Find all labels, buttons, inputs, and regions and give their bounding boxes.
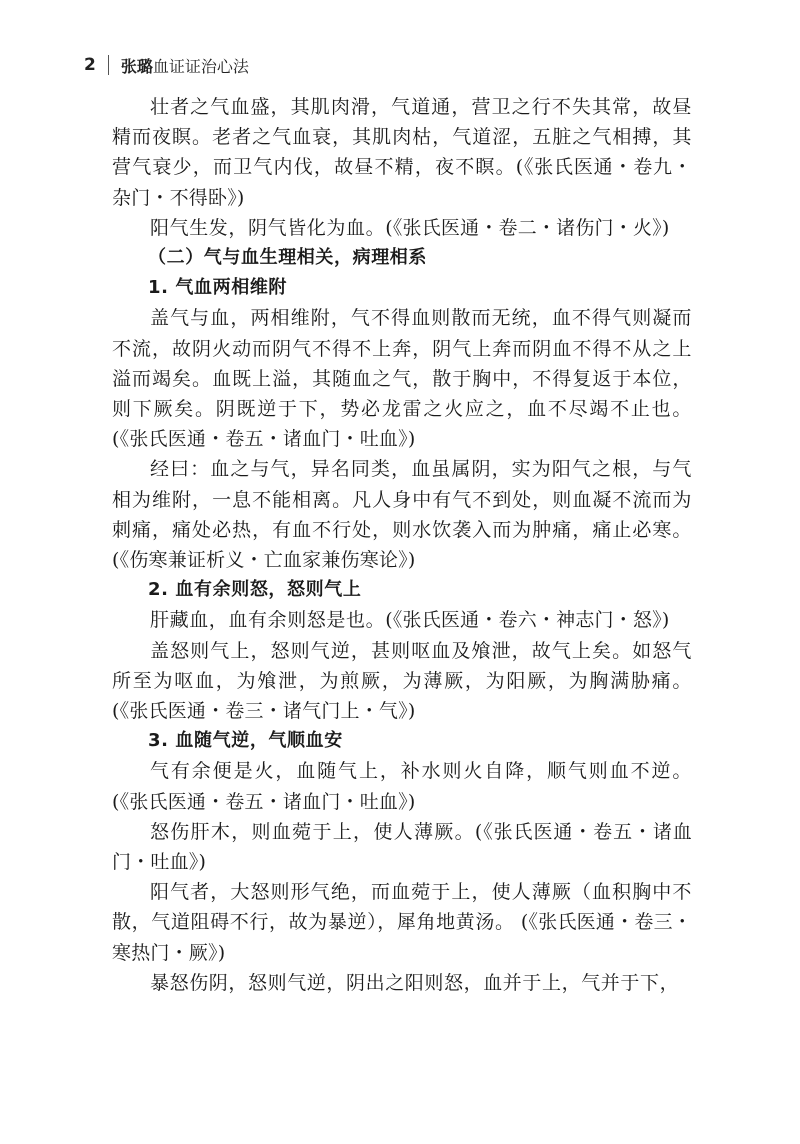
citation: (《张氏医通・卷三・寒热门・厥》): [112, 911, 692, 964]
paragraph: 肝藏血，血有余则怒是也。(《张氏医通・卷六・神志门・怒》): [150, 609, 670, 632]
section-heading: （二）气与血生理相关，病理相系: [148, 247, 427, 269]
paragraph: 盖气与血，两相维附，气不得血则散而无统，血不得气则凝而不流，故阴火动而阴气不得不上奔，阴气上奔而阴血不得不从之上溢而竭矣。血既上溢，其随血之气，散于胸中，不得复返于本位，则下厥矣。阴既逆于下，势必龙雷之火应之，血不尽竭不止也。(《张氏医通・卷五・诸血门・吐血》): [112, 307, 692, 451]
paragraph: 盖怒则气上，怒则气逆，甚则呕血及飧泄，故气上矣。如怒气所至为呕血，为飧泄，为煎厥，为薄厥，为阳厥，为胸满胁痛。(《张氏医通・卷三・诸气门上・气》): [112, 639, 692, 723]
book-author: 张璐: [120, 56, 153, 76]
paragraph: 阳气者，大怒则形气绝，而血菀于上，使人薄厥（血积胸中不散，气道阻碍不行，故为暴逆），犀角地黄汤。 (《张氏医通・卷三・寒热门・厥》): [112, 881, 692, 964]
page-number: 2: [84, 55, 96, 75]
subsection-heading: 3. 血随气逆，气顺血安: [148, 730, 343, 752]
paragraph: 气有余便是火，血随气上，补水则火自降，顺气则血不逆。(《张氏医通・卷五・诸血门・吐血》): [112, 760, 692, 813]
paragraph: 阳气生发，阴气皆化为血。(《张氏医通・卷二・诸伤门・火》): [150, 216, 670, 239]
page-body: [112, 92, 692, 998]
citation: (《张氏医通・卷九・杂门・不得卧》): [112, 156, 692, 209]
book-title: 血证证治心法: [152, 56, 249, 76]
running-header: [84, 52, 249, 78]
paragraph: 暴怒伤阴，怒则气逆，阴出之阳则怒，血并于上，气并于下，: [150, 971, 680, 994]
citation: (《伤寒兼证析义・亡血家兼伤寒论》): [112, 549, 416, 572]
citation: (《张氏医通・卷三・诸气门上・气》): [112, 700, 416, 723]
paragraph: 壮者之气血盛，其肌肉滑，气道通，营卫之行不失其常，故昼精而夜瞑。老者之气血衰，其肌肉枯，气道涩，五脏之气相搏，其营气衰少，而卫气内伐，故昼不精，夜不瞑。(《张氏医通・卷九・杂门・不得卧》): [112, 96, 692, 209]
citation: (《张氏医通・卷六・神志门・怒》): [385, 609, 670, 632]
citation: (《张氏医通・卷五・诸血门・吐血》): [112, 428, 416, 451]
paragraph: 经曰：血之与气，异名同类，血虽属阴，实为阳气之根，与气相为维附，一息不能相离。凡人身中有气不到处，则血凝不流而为刺痛，痛处必热，有血不行处，则水饮袭入而为肿痛，痛止必寒。(《伤寒兼证析义・亡血家兼伤寒论》): [112, 458, 692, 572]
paragraph: 怒伤肝木，则血菀于上，使人薄厥。(《张氏医通・卷五・诸血门・吐血》): [112, 820, 692, 874]
citation: (《张氏医通・卷二・诸伤门・火》): [385, 216, 670, 239]
subsection-heading: 1. 气血两相维附: [148, 277, 288, 299]
subsection-heading: 2. 血有余则怒，怒则气上: [148, 579, 362, 601]
header-divider: [108, 55, 109, 75]
citation: (《张氏医通・卷五・诸血门・吐血》): [112, 790, 416, 813]
citation: (《张氏医通・卷五・诸血门・吐血》): [112, 820, 692, 874]
